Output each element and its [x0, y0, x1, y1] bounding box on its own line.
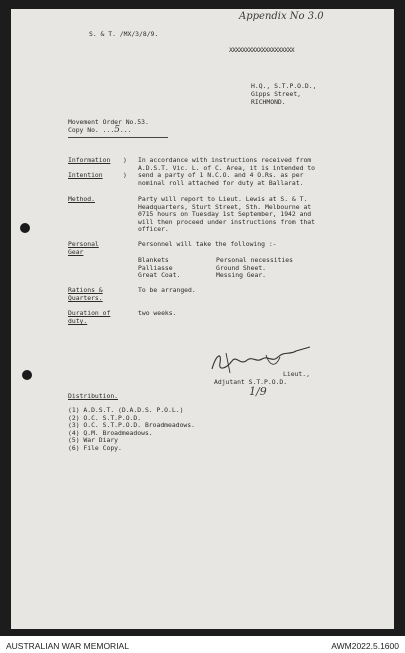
handwritten-appendix-note: Appendix No 3.0: [239, 11, 324, 22]
rations-label: Quarters.: [68, 294, 103, 302]
personal-gear-label: Gear: [68, 248, 84, 256]
address-line: Gipps Street,: [251, 90, 302, 98]
punch-hole: [20, 223, 30, 233]
address-line: RICHMOND.: [251, 98, 286, 106]
rations-label: Rations &: [68, 286, 103, 294]
signatory-rank: Lieut.,: [283, 370, 310, 378]
method-text: Party will report to Lieut. Lewis at S. & T. Headquarters, Sturt Street, Sth. Melbourne at 0715 hours on Tuesday 1st September, 1942 and will then proceed under instructions from that officer.: [138, 195, 315, 234]
distribution-item: (1) A.D.S.T. (D.A.D.S. P.O.L.): [68, 406, 184, 414]
gear-intro: Personnel will take the following :-: [138, 240, 277, 248]
reference-number: S. & T. /MX/3/8/9.: [89, 30, 159, 38]
distribution-item: (5) War Diary: [68, 436, 119, 445]
duration-text: two weeks.: [138, 309, 177, 317]
movement-order-title: Movement Order No.53.: [68, 118, 149, 126]
footer-institution: AUSTRALIAN WAR MEMORIAL: [6, 641, 129, 651]
distribution-label: Distribution.: [68, 392, 119, 400]
title-rule: [68, 137, 168, 138]
distribution-item: (2) O.C. S.T.P.O.D.: [68, 413, 142, 422]
duration-label: duty.: [68, 317, 88, 325]
duration-label: Duration of: [68, 309, 111, 317]
copy-label: Copy No.: [68, 126, 99, 134]
information-text: In accordance with instructions received from A.D.S.T. Vic. L. of C. Area, it is intended to send a party of 1 N.C.O. and 4 O.Rs. as per nominal roll attached for duty at Ballarat.: [138, 156, 315, 187]
gear-list-2: Personal necessities Ground Sheet. Messing Gear.: [216, 256, 293, 280]
signatory-title: Adjutant S.T.P.O.D.: [214, 378, 288, 386]
distribution-list: [68, 407, 195, 453]
archive-footer: [0, 636, 405, 653]
personal-gear-label: Personal: [68, 240, 99, 248]
footer-accession-number: AWM2022.5.1600: [331, 641, 399, 651]
xxx-line: XXXXXXXXXXXXXXXXXXXX: [229, 46, 294, 54]
information-label: Information: [68, 156, 111, 164]
punch-hole: [22, 370, 32, 380]
gear-list-1: Blankets Palliasse Great Coat.: [138, 256, 181, 280]
document-page: Appendix No 3.0 S. & T. /MX/3/8/9. XXXXXXXXXXXXXXXXXXXX H.Q., S.T.P.O.D., Gipps Street, RICHMOND. Movement Order No.53. Copy No. ...5... Information ) Intention ) In accordance with instructions received from A.D.S.T. Vic. L. of C. Area, it is intended to send a party of 1 N.C.O. and 4 O.Rs. as per nominal roll attached for duty at Ballarat. Method. Party will report to Lieut. Lewis at S. & T. Headquarters, Sturt Street, Sth. Melbourne at 0715 hours on Tuesday 1st September, 1942 and will then proceed under instructions from that officer. Personal Gear Personnel will take the following :- Blankets Palliasse Great Coat. Personal necessities Ground Sheet. Messing Gear. Rations & Quarters. To be arranged. Duration of duty. two weeks. Lieut., Adjutant S.T.P.O.D. 1/9 Distribution. (1) A.D.S.T. (D.A.D.S. P.O.L.) (2) O.C. S.T.P.O.D. (3) O.C. S.T.P.O.D. Broadmeadows. (4) Q.M. Broadmeadows. (5) War Diary (6) File Copy.: [11, 9, 394, 629]
distribution-item: (3) O.C. S.T.P.O.D. Broadmeadows.: [68, 421, 195, 430]
handwritten-date: 1/9: [249, 385, 267, 398]
method-label: Method.: [68, 195, 95, 203]
rations-text: To be arranged.: [138, 286, 196, 294]
intention-label: Intention: [68, 171, 103, 179]
distribution-item: (4) Q.M. Broadmeadows.: [68, 428, 153, 437]
copy-number-line: Copy No. ...5...: [68, 125, 132, 135]
distribution-item: (6) File Copy.: [68, 443, 122, 452]
copy-number-handwritten: 5: [114, 125, 120, 135]
address-line: H.Q., S.T.P.O.D.,: [251, 82, 317, 90]
